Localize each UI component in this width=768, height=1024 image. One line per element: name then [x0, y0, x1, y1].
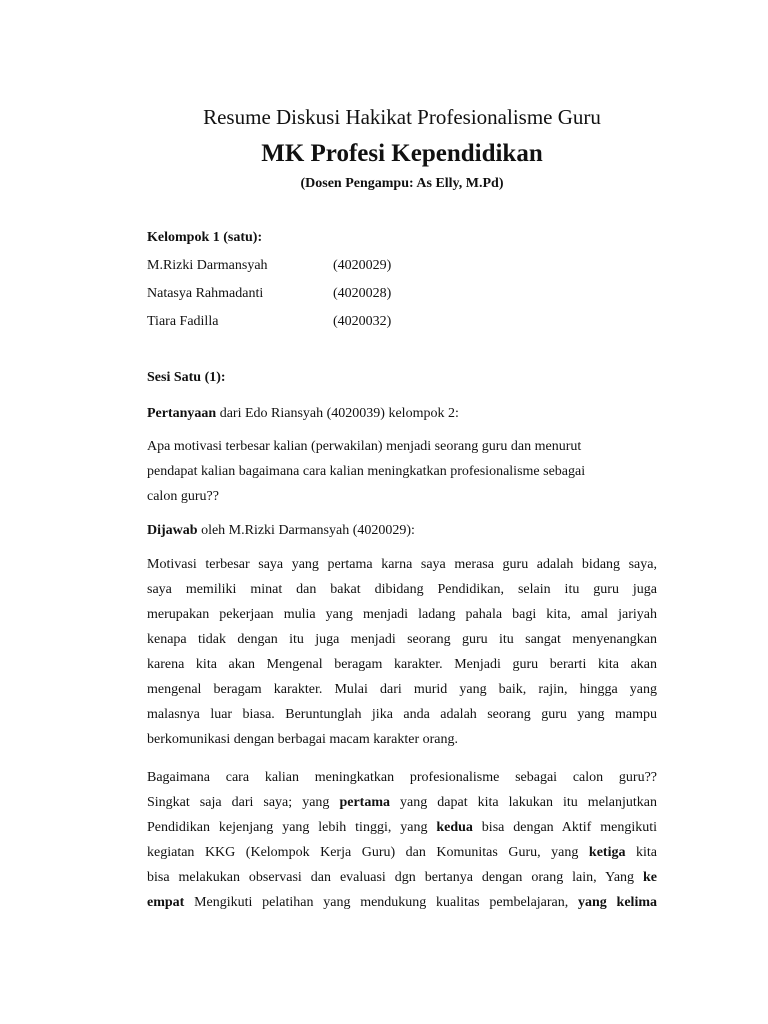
answer-line: berkomunikasi dengan berbagai macam karakter orang. [147, 732, 458, 747]
question-line: pendapat kalian bagaimana cara kalian meningkatkan profesionalisme sebagai [147, 464, 586, 479]
session-heading: Sesi Satu (1): [147, 370, 226, 385]
answer-source: oleh M.Rizki Darmansyah (4020029): [197, 523, 415, 538]
member-row [147, 312, 657, 340]
answer-line: empat Mengikuti pelatihan yang mendukung kualitas pembelajaran, yang kelima [147, 895, 657, 910]
member-list [147, 256, 657, 340]
question-line: calon guru?? [147, 489, 219, 504]
answer-line: Motivasi terbesar saya yang pertama karna saya merasa guru adalah bidang saya, [147, 557, 657, 572]
member-id: (4020028) [333, 286, 392, 301]
member-row [147, 256, 657, 284]
question-text [147, 434, 657, 509]
answer-paragraph-2 [147, 765, 657, 915]
answer-line: malasnya luar biasa. Beruntunglah jika anda adalah seorang guru yang mampu [147, 707, 657, 722]
group-heading: Kelompok 1 (satu): [147, 230, 263, 245]
answer-line: merupakan pekerjaan mulia yang menjadi ladang pahala bagi kita, amal jariyah [147, 607, 657, 622]
answer-line: kegiatan KKG (Kelompok Kerja Guru) dan Komunitas Guru, yang ketiga kita [147, 845, 658, 860]
answer-paragraph-1 [147, 552, 657, 752]
question-label: Pertanyaan [147, 406, 217, 421]
member-name: Tiara Fadilla [147, 314, 219, 329]
member-name: Natasya Rahmadanti [147, 286, 264, 301]
lecturer-line: (Dosen Pengampu: As Elly, M.Pd) [300, 176, 504, 191]
question-line: Apa motivasi terbesar kalian (perwakilan) menjadi seorang guru dan menurut [147, 439, 582, 454]
answer-line: Pendidikan kejenjang yang lebih tinggi, yang kedua bisa dengan Aktif mengikuti [147, 820, 658, 835]
question-source: dari Edo Riansyah (4020039) kelompok 2: [216, 406, 459, 421]
course-title: MK Profesi Kependidikan [261, 140, 543, 167]
member-id: (4020032) [333, 314, 392, 329]
member-row [147, 284, 657, 312]
answer-attribution [147, 518, 657, 543]
answer-line: mengenal beragam karakter. Mulai dari murid yang baik, rajin, hingga yang [147, 682, 657, 697]
member-name: M.Rizki Darmansyah [147, 258, 268, 273]
answer-line: saya memiliki minat dan bakat dibidang Pendidikan, selain itu guru juga [147, 582, 657, 597]
document-title: Resume Diskusi Hakikat Profesionalisme Guru [203, 105, 601, 129]
answer-line: Bagaimana cara kalian meningkatkan profesionalisme sebagai calon guru?? [147, 770, 657, 785]
answer-label: Dijawab [147, 523, 198, 538]
answer-line: kenapa tidak dengan itu juga menjadi seorang guru itu sangat menyenangkan [147, 632, 657, 647]
question-attribution [147, 401, 657, 426]
member-id: (4020029) [333, 258, 392, 273]
answer-line: Singkat saja dari saya; yang pertama yang dapat kita lakukan itu melanjutkan [147, 795, 658, 810]
answer-line: bisa melakukan observasi dan evaluasi dgn bertanya dengan orang lain, Yang ke [147, 870, 657, 885]
answer-line: karena kita akan Mengenal beragam karakter. Menjadi guru berarti kita akan [147, 657, 657, 672]
